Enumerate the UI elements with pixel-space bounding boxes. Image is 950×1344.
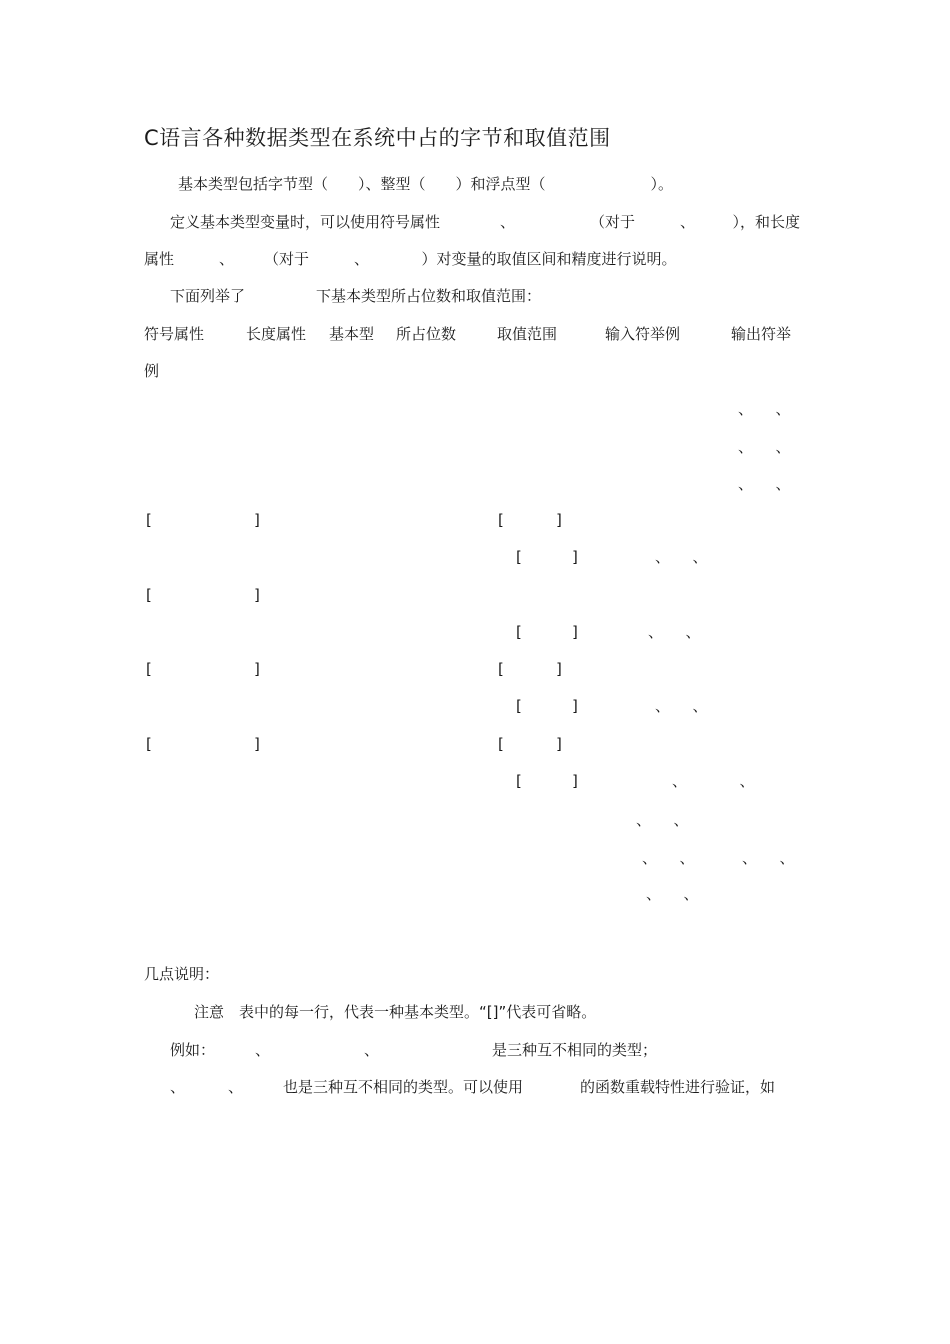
table-row-fragment: 、 、 <box>655 548 708 566</box>
header-sign-attr: 符号属性 <box>144 325 205 343</box>
note-line-2d: 是三种互不相同的类型； <box>492 1041 658 1059</box>
optional-bracket-close: ] <box>254 511 260 529</box>
paragraph-list-intro-a: 下面列举了 <box>170 287 246 305</box>
paragraph-basic-types: 基本类型包括字节型（ ）、整型（ ）和浮点型（ ）。 <box>178 175 674 193</box>
range-bracket-open: [ <box>498 660 504 678</box>
range-bracket-close: ] <box>572 697 578 715</box>
range-bracket-open: [ <box>498 735 504 753</box>
note-line-2b: 、 <box>255 1041 271 1059</box>
note-line-3a: 、 <box>170 1078 186 1096</box>
notes-heading: 几点说明： <box>144 965 220 983</box>
table-row-fragment: 、 、 <box>738 475 791 493</box>
range-bracket-open: [ <box>516 548 522 566</box>
range-bracket-close: ] <box>556 735 562 753</box>
optional-bracket-open: [ <box>146 586 152 604</box>
table-row-fragment: 、 、 <box>672 772 755 790</box>
table-row-fragment: 、 、 <box>636 811 689 829</box>
range-bracket-close: ] <box>572 623 578 641</box>
paragraph-modifiers-line1: 定义基本类型变量时，可以使用符号属性 、 （对于 、 ），和长度 <box>170 213 801 231</box>
optional-bracket-close: ] <box>254 586 260 604</box>
range-bracket-close: ] <box>572 548 578 566</box>
optional-bracket-open: [ <box>146 735 152 753</box>
note-line-3c: 也是三种互不相同的类型。可以使用 <box>283 1078 524 1096</box>
header-output-spec: 输出符举 <box>731 325 792 343</box>
range-bracket-open: [ <box>516 697 522 715</box>
note-line-2a: 例如： <box>170 1041 216 1059</box>
header-base-type: 基本型 <box>329 325 375 343</box>
range-bracket-open: [ <box>516 772 522 790</box>
document-title: C语言各种数据类型在系统中占的字节和取值范围 <box>144 126 611 150</box>
header-length-attr: 长度属性 <box>246 325 307 343</box>
header-output-spec-wrap: 例 <box>144 362 160 380</box>
header-range: 取值范围 <box>497 325 558 343</box>
paragraph-list-intro-b: 下基本类型所占位数和取值范围： <box>316 287 542 305</box>
table-row-fragment: 、 、 <box>646 885 699 903</box>
optional-bracket-close: ] <box>254 660 260 678</box>
table-row-fragment: 、 、 <box>742 849 795 867</box>
range-bracket-open: [ <box>516 623 522 641</box>
paragraph-modifiers-line2: 属性 、 （对于 、 ）对变量的取值区间和精度进行说明。 <box>144 250 677 268</box>
range-bracket-close: ] <box>556 511 562 529</box>
optional-bracket-open: [ <box>146 660 152 678</box>
header-input-spec: 输入符举例 <box>605 325 681 343</box>
table-row-fragment: 、 、 <box>642 849 695 867</box>
header-bits: 所占位数 <box>396 325 457 343</box>
note-line-3b: 、 <box>228 1078 244 1096</box>
note-line-1: 注意 表中的每一行，代表一种基本类型。“[]”代表可省略。 <box>194 1003 597 1021</box>
optional-bracket-close: ] <box>254 735 260 753</box>
table-row-fragment: 、 、 <box>738 438 791 456</box>
note-line-3d: 的函数重载特性进行验证，如 <box>580 1078 776 1096</box>
table-row-fragment: 、 、 <box>648 623 701 641</box>
range-bracket-close: ] <box>556 660 562 678</box>
optional-bracket-open: [ <box>146 511 152 529</box>
note-line-2c: 、 <box>364 1041 380 1059</box>
table-row-fragment: 、 、 <box>738 400 791 418</box>
table-row-fragment: 、 、 <box>655 697 708 715</box>
range-bracket-close: ] <box>572 772 578 790</box>
range-bracket-open: [ <box>498 511 504 529</box>
